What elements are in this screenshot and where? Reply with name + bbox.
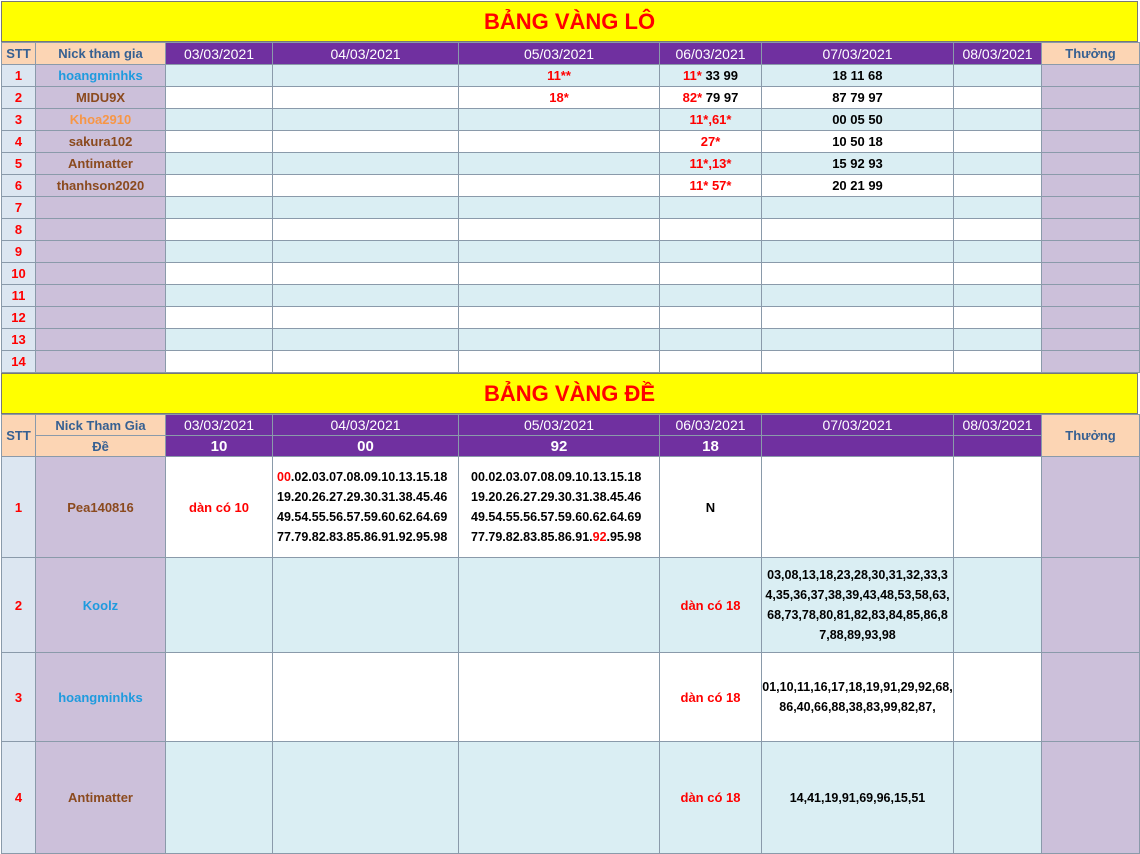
cell[interactable] bbox=[954, 219, 1042, 241]
table-row bbox=[2, 153, 1140, 175]
cell[interactable] bbox=[166, 263, 273, 285]
cell[interactable] bbox=[762, 241, 954, 263]
reward-cell[interactable] bbox=[1042, 175, 1140, 197]
reward-cell[interactable] bbox=[1042, 219, 1140, 241]
cell[interactable] bbox=[954, 197, 1042, 219]
cell[interactable] bbox=[954, 87, 1042, 109]
de-result: 10 bbox=[166, 436, 273, 457]
stt-cell: 2 bbox=[2, 558, 36, 653]
cell[interactable] bbox=[954, 351, 1042, 373]
de-header-row bbox=[2, 415, 1140, 436]
stt-cell: 14 bbox=[2, 351, 36, 373]
stt-cell: 4 bbox=[2, 131, 36, 153]
cell[interactable] bbox=[273, 87, 459, 109]
table-row bbox=[2, 87, 1140, 109]
cell[interactable] bbox=[762, 263, 954, 285]
table-row bbox=[2, 131, 1140, 153]
nick-cell[interactable] bbox=[36, 285, 166, 307]
table-row bbox=[2, 219, 1140, 241]
nick-cell: Antimatter bbox=[36, 742, 166, 854]
lo-table bbox=[1, 42, 1140, 373]
cell[interactable] bbox=[660, 219, 762, 241]
cell[interactable] bbox=[459, 329, 660, 351]
cell[interactable] bbox=[273, 285, 459, 307]
stt-cell: 1 bbox=[2, 457, 36, 558]
cell[interactable] bbox=[166, 87, 273, 109]
table-row bbox=[2, 197, 1140, 219]
cell[interactable] bbox=[954, 65, 1042, 87]
reward-cell[interactable] bbox=[1042, 329, 1140, 351]
cell[interactable] bbox=[166, 653, 273, 742]
cell[interactable] bbox=[459, 351, 660, 373]
reward-cell[interactable] bbox=[1042, 653, 1140, 742]
cell[interactable] bbox=[954, 285, 1042, 307]
cell[interactable] bbox=[660, 263, 762, 285]
stt-cell: 3 bbox=[2, 653, 36, 742]
cell[interactable] bbox=[459, 653, 660, 742]
cell[interactable] bbox=[954, 263, 1042, 285]
reward-cell[interactable] bbox=[1042, 285, 1140, 307]
table-row bbox=[2, 285, 1140, 307]
cell[interactable] bbox=[762, 329, 954, 351]
cell[interactable] bbox=[660, 351, 762, 373]
reward-cell[interactable] bbox=[1042, 307, 1140, 329]
reward-cell[interactable] bbox=[1042, 241, 1140, 263]
table-row bbox=[2, 653, 1140, 742]
lo-header-stt: STT bbox=[2, 43, 36, 65]
nick-cell: Antimatter bbox=[36, 153, 166, 175]
stt-cell: 7 bbox=[2, 197, 36, 219]
hit-text: 82* bbox=[682, 90, 703, 105]
nick-cell[interactable] bbox=[36, 329, 166, 351]
cell[interactable] bbox=[954, 241, 1042, 263]
stt-cell: 12 bbox=[2, 307, 36, 329]
cell[interactable] bbox=[954, 558, 1042, 653]
stt-cell: 8 bbox=[2, 219, 36, 241]
de-result: 00 bbox=[273, 436, 459, 457]
cell[interactable] bbox=[459, 558, 660, 653]
cell[interactable] bbox=[273, 109, 459, 131]
cell[interactable] bbox=[954, 307, 1042, 329]
pick-text: 79 97 bbox=[702, 90, 739, 105]
de-table bbox=[1, 414, 1140, 854]
stt-cell: 9 bbox=[2, 241, 36, 263]
cell[interactable]: 18 11 68 bbox=[762, 65, 954, 87]
cell[interactable] bbox=[660, 87, 762, 109]
cell[interactable] bbox=[660, 285, 762, 307]
cell[interactable] bbox=[273, 131, 459, 153]
pick-text: 00.02.03.07.08.09.10.13.15.18 19.20.26.27.29.30.31.38.45.46 49.54.55.56.57.59.60.62.64.69 77.79.82.83.85.86.91. bbox=[471, 470, 642, 544]
cell[interactable]: 03,08,13,18,23,28,30,31,32,33,34,35,36,37,38,39,43,48,53,58,63,68,73,78,80,81,82,83,84,85,86,87,88,89,93,98 bbox=[762, 558, 954, 653]
cell[interactable] bbox=[273, 175, 459, 197]
de-header-reward: Thưởng bbox=[1042, 415, 1140, 457]
cell[interactable] bbox=[459, 742, 660, 854]
cell[interactable] bbox=[459, 197, 660, 219]
cell[interactable] bbox=[459, 263, 660, 285]
cell[interactable] bbox=[166, 197, 273, 219]
table-row bbox=[2, 241, 1140, 263]
cell[interactable] bbox=[273, 457, 459, 558]
de-header-date: 06/03/2021 bbox=[660, 415, 762, 436]
cell[interactable] bbox=[273, 153, 459, 175]
reward-cell[interactable] bbox=[1042, 263, 1140, 285]
stt-cell: 1 bbox=[2, 65, 36, 87]
hit-text: 00 bbox=[277, 470, 291, 484]
cell[interactable]: dàn có 18 bbox=[660, 742, 762, 854]
cell[interactable] bbox=[459, 307, 660, 329]
cell[interactable] bbox=[166, 109, 273, 131]
table-row bbox=[2, 307, 1140, 329]
cell[interactable]: 11* 57* bbox=[660, 175, 762, 197]
table-row bbox=[2, 109, 1140, 131]
nick-cell: sakura102 bbox=[36, 131, 166, 153]
nick-cell: hoangminhks bbox=[36, 653, 166, 742]
cell[interactable] bbox=[762, 285, 954, 307]
cell[interactable] bbox=[954, 153, 1042, 175]
cell[interactable] bbox=[166, 153, 273, 175]
lo-header-date: 03/03/2021 bbox=[166, 43, 273, 65]
reward-cell[interactable] bbox=[1042, 558, 1140, 653]
cell[interactable] bbox=[166, 742, 273, 854]
cell[interactable]: N bbox=[660, 457, 762, 558]
cell[interactable] bbox=[273, 558, 459, 653]
de-title-banner bbox=[1, 373, 1138, 414]
de-result: 18 bbox=[660, 436, 762, 457]
de-header-de: Đề bbox=[36, 436, 166, 457]
cell[interactable]: 20 21 99 bbox=[762, 175, 954, 197]
cell[interactable] bbox=[660, 65, 762, 87]
cell[interactable] bbox=[166, 351, 273, 373]
cell[interactable] bbox=[660, 329, 762, 351]
reward-cell[interactable] bbox=[1042, 131, 1140, 153]
cell[interactable] bbox=[166, 175, 273, 197]
stt-cell: 11 bbox=[2, 285, 36, 307]
cell[interactable]: 87 79 97 bbox=[762, 87, 954, 109]
cell[interactable] bbox=[762, 219, 954, 241]
cell[interactable] bbox=[273, 329, 459, 351]
cell[interactable] bbox=[459, 109, 660, 131]
nick-cell: thanhson2020 bbox=[36, 175, 166, 197]
reward-cell[interactable] bbox=[1042, 742, 1140, 854]
table-row bbox=[2, 65, 1140, 87]
nick-cell: MIDU9X bbox=[36, 87, 166, 109]
lo-header-date: 08/03/2021 bbox=[954, 43, 1042, 65]
reward-cell[interactable] bbox=[1042, 197, 1140, 219]
table-row bbox=[2, 558, 1140, 653]
cell[interactable] bbox=[273, 263, 459, 285]
lo-header-reward: Thưởng bbox=[1042, 43, 1140, 65]
stt-cell: 13 bbox=[2, 329, 36, 351]
de-header-date: 03/03/2021 bbox=[166, 415, 273, 436]
de-header-nick: Nick Tham Gia bbox=[36, 415, 166, 436]
stt-cell: 6 bbox=[2, 175, 36, 197]
cell[interactable] bbox=[660, 197, 762, 219]
hit-text: 92 bbox=[592, 530, 607, 544]
table-row bbox=[2, 329, 1140, 351]
de-title: BẢNG VÀNG ĐỀ bbox=[483, 380, 656, 406]
nick-cell[interactable] bbox=[36, 351, 166, 373]
cell[interactable] bbox=[273, 197, 459, 219]
cell[interactable] bbox=[954, 329, 1042, 351]
hit-text: 11* bbox=[683, 68, 702, 83]
cell[interactable]: dàn có 18 bbox=[660, 558, 762, 653]
cell[interactable] bbox=[459, 457, 660, 558]
nick-cell: Pea140816 bbox=[36, 457, 166, 558]
table-row bbox=[2, 742, 1140, 854]
lo-header-date: 06/03/2021 bbox=[660, 43, 762, 65]
de-result bbox=[954, 436, 1042, 457]
lo-header-date: 04/03/2021 bbox=[273, 43, 459, 65]
reward-cell[interactable] bbox=[1042, 351, 1140, 373]
lo-title: BẢNG VÀNG LÔ bbox=[483, 8, 656, 34]
cell[interactable] bbox=[273, 742, 459, 854]
table-row bbox=[2, 175, 1140, 197]
de-result bbox=[762, 436, 954, 457]
cell[interactable] bbox=[273, 351, 459, 373]
reward-cell[interactable] bbox=[1042, 153, 1140, 175]
nick-cell[interactable] bbox=[36, 219, 166, 241]
cell[interactable] bbox=[762, 197, 954, 219]
stt-cell: 10 bbox=[2, 263, 36, 285]
nick-cell: Koolz bbox=[36, 558, 166, 653]
cell[interactable] bbox=[459, 219, 660, 241]
cell[interactable]: dàn có 10 bbox=[166, 457, 273, 558]
cell[interactable]: dàn có 18 bbox=[660, 653, 762, 742]
stt-cell: 2 bbox=[2, 87, 36, 109]
cell[interactable]: 11*,61* bbox=[660, 109, 762, 131]
de-header-stt: STT bbox=[2, 415, 36, 457]
de-header-date: 04/03/2021 bbox=[273, 415, 459, 436]
cell[interactable] bbox=[459, 175, 660, 197]
cell[interactable] bbox=[762, 351, 954, 373]
de-header-date: 08/03/2021 bbox=[954, 415, 1042, 436]
stt-cell: 4 bbox=[2, 742, 36, 854]
cell[interactable] bbox=[166, 558, 273, 653]
pick-text: 33 99 bbox=[701, 68, 738, 83]
table-row bbox=[2, 263, 1140, 285]
cell[interactable] bbox=[166, 241, 273, 263]
de-result: 92 bbox=[459, 436, 660, 457]
cell[interactable] bbox=[459, 241, 660, 263]
stt-cell: 5 bbox=[2, 153, 36, 175]
stt-cell: 3 bbox=[2, 109, 36, 131]
reward-cell[interactable] bbox=[1042, 457, 1140, 558]
nick-cell[interactable] bbox=[36, 263, 166, 285]
cell[interactable]: 11*,13* bbox=[660, 153, 762, 175]
lo-title-banner bbox=[1, 1, 1138, 42]
cell[interactable] bbox=[273, 653, 459, 742]
lo-header-date: 07/03/2021 bbox=[762, 43, 954, 65]
cell[interactable] bbox=[166, 219, 273, 241]
cell[interactable] bbox=[459, 285, 660, 307]
cell[interactable] bbox=[166, 131, 273, 153]
cell[interactable] bbox=[273, 241, 459, 263]
de-header-date: 05/03/2021 bbox=[459, 415, 660, 436]
cell[interactable]: 27* bbox=[660, 131, 762, 153]
cell[interactable] bbox=[762, 307, 954, 329]
cell[interactable]: 14,41,19,91,69,96,15,51 bbox=[762, 742, 954, 854]
pick-text: .95.98 bbox=[606, 530, 642, 544]
cell[interactable]: 10 50 18 bbox=[762, 131, 954, 153]
table-row bbox=[2, 457, 1140, 558]
cell[interactable]: 11** bbox=[459, 65, 660, 87]
lo-header-row bbox=[2, 43, 1140, 65]
cell[interactable] bbox=[273, 65, 459, 87]
cell[interactable]: 01,10,11,16,17,18,19,91,29,92,68,86,40,66,88,38,83,99,82,87, bbox=[762, 653, 954, 742]
nick-cell: hoangminhks bbox=[36, 65, 166, 87]
cell[interactable] bbox=[660, 241, 762, 263]
cell[interactable] bbox=[459, 153, 660, 175]
cell[interactable] bbox=[954, 175, 1042, 197]
cell[interactable] bbox=[954, 742, 1042, 854]
cell[interactable] bbox=[166, 329, 273, 351]
cell[interactable] bbox=[954, 653, 1042, 742]
reward-cell[interactable] bbox=[1042, 109, 1140, 131]
cell[interactable] bbox=[762, 457, 954, 558]
cell[interactable] bbox=[459, 131, 660, 153]
cell[interactable] bbox=[954, 457, 1042, 558]
lo-header-nick: Nick tham gia bbox=[36, 43, 166, 65]
nick-cell[interactable] bbox=[36, 241, 166, 263]
cell[interactable]: 18* bbox=[459, 87, 660, 109]
cell[interactable] bbox=[273, 307, 459, 329]
nick-cell: Khoa2910 bbox=[36, 109, 166, 131]
lo-header-date: 05/03/2021 bbox=[459, 43, 660, 65]
cell[interactable] bbox=[954, 131, 1042, 153]
pick-text: .02.03.07.08.09.10.13.15.18 19.20.26.27.29.30.31.38.45.46 49.54.55.56.57.59.60.62.64.69 77.79.82.83.85.86.91.92.95.98 bbox=[277, 470, 448, 544]
cell[interactable] bbox=[954, 109, 1042, 131]
nick-cell[interactable] bbox=[36, 197, 166, 219]
cell[interactable] bbox=[273, 219, 459, 241]
reward-cell[interactable] bbox=[1042, 87, 1140, 109]
de-header-date: 07/03/2021 bbox=[762, 415, 954, 436]
cell[interactable] bbox=[166, 307, 273, 329]
reward-cell[interactable] bbox=[1042, 65, 1140, 87]
cell[interactable]: 15 92 93 bbox=[762, 153, 954, 175]
cell[interactable] bbox=[166, 65, 273, 87]
cell[interactable] bbox=[166, 285, 273, 307]
cell[interactable] bbox=[660, 307, 762, 329]
nick-cell[interactable] bbox=[36, 307, 166, 329]
de-result-row bbox=[2, 436, 1140, 457]
cell[interactable]: 00 05 50 bbox=[762, 109, 954, 131]
table-row bbox=[2, 351, 1140, 373]
